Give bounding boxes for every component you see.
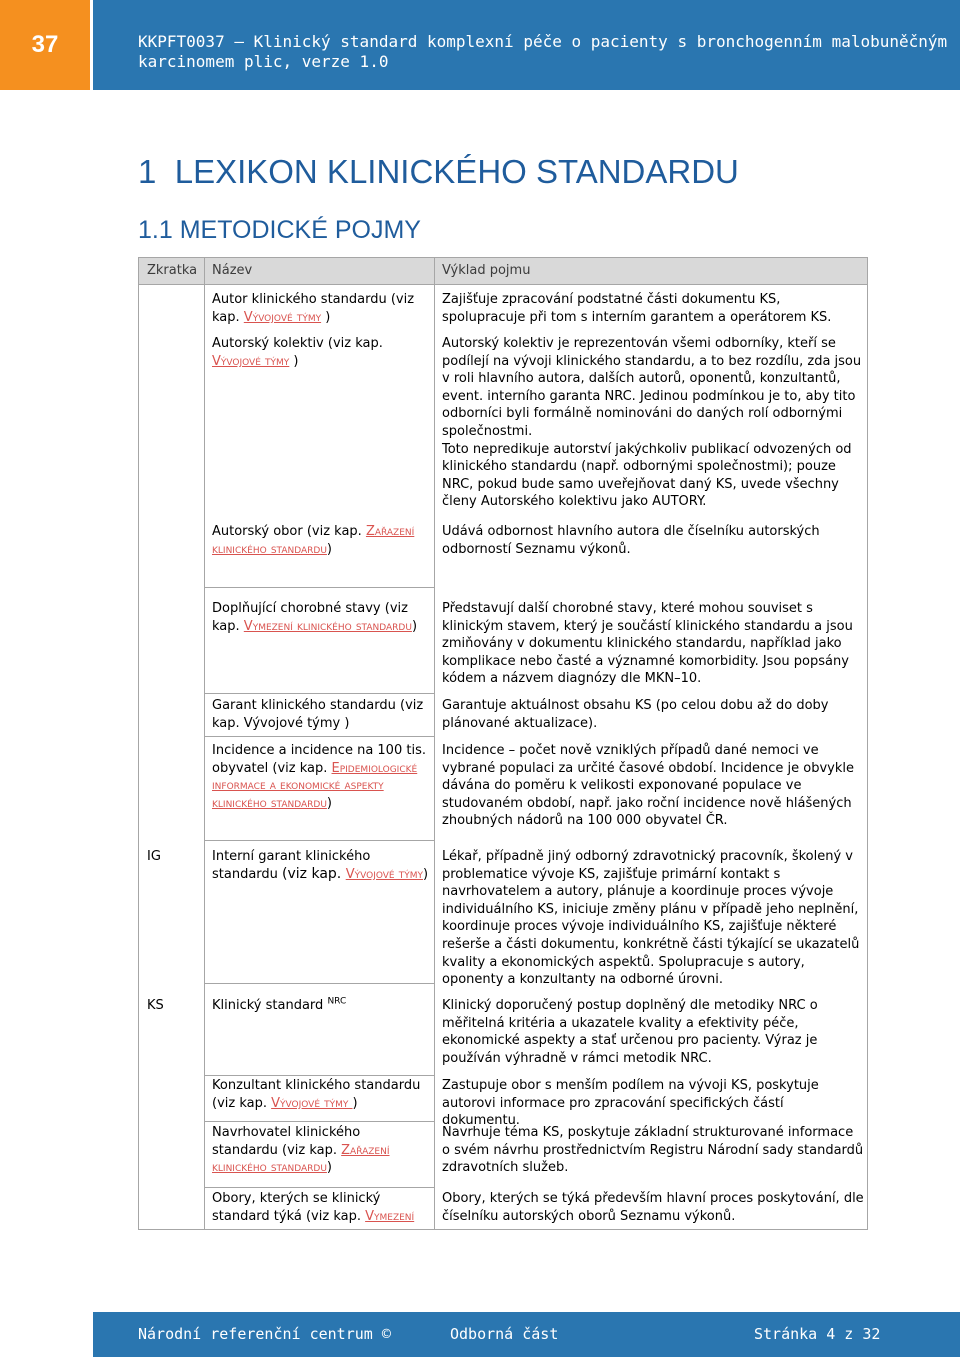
link-vyvojove-tymy[interactable]: Vývojové týmy [271, 1095, 353, 1111]
table-row-name: Autor klinického standardu (viz kap. Vývojové týmy ) [212, 292, 415, 325]
document-title: KKPFT0037 – Klinický standard komplexní péče o pacienty s bronchogenním malobuněčným karcinomem plic, verze 1.0 [138, 32, 948, 71]
table-row-desc: Představují další chorobné stavy, které mohou souviset s klinickým stavem, který je součástí klinického standardu a jsou zmiňovány v dokumentu klinického standardu, například jako komplikace nebo časté a významné komorbidity. Jsou popsány kódem a názvem diagnózy dle MKN–10. [442, 601, 853, 687]
table-row-name: Navrhovatel klinického standardu (viz kap. Zařazení klinického standardu) [212, 1125, 390, 1176]
table-row-desc: Klinický doporučený postup doplněný dle metodiky NRC o měřitelná kritéria a ukazatele kvality a efektivity péče, ekonomické aspekty a stať určenou pro pacienty. Výraz je používán výhradně v rámci metodik NRC. [442, 998, 818, 1066]
link-epidemiologicke-informace[interactable]: Epidemiologické informace a ekonomické aspekty klinického standardu [212, 760, 418, 811]
table-row-desc: Garantuje aktuálnost obsahu KS (po celou dobu až do doby plánované aktualizace). [442, 698, 829, 731]
table-row-desc: Autorský kolektiv je reprezentován všemi odborníky, kteří se podílejí na vývoji klinického standardu, a to bez rozdílu, zda jsou v roli hlavního autora, dalších autorů, oponentů, konzultantů, event. interního garanta NRC. Jedinou podmínkou je to, aby tito odborníci byli formálně nominováni do daných rolí odbornými společnostmi. Toto nepredikuje autorství jakýchkoliv publikací odvozených od klinického standardu (např. odbornými společnostmi); pouze NRC, pokud bude samo uveřejňovat daný KS, uvede všechny členy Autorského kolektivu jako AUTORY. [442, 336, 862, 510]
footer-center: Odborná část [450, 1325, 559, 1343]
footer-page-number: Stránka 4 z 32 [754, 1325, 881, 1343]
table-row-name: Interní garant klinického standardu (viz kap. Vývojové týmy) [212, 849, 429, 882]
table-row-desc: Lékař, případně jiný odborný zdravotnický pracovník, školený v problematice vývoje KS, zajišťuje primární kontakt s navrhovatelem a autory, plánuje a koordinuje proces vývoje individuálního KS, iniciuje změny plánu v případě jeho neplnění, koordinuje proces vývoje individuálního KS, zajišťuje některé rešerše a části dokumentu, konkrétně části týkající se ukazatelů kvality a ekonomických aspektů. Spolupracuje s autory, oponenty a konzultanty na odborné úrovni. [442, 849, 860, 988]
table-row-desc: Zajišťuje zpracování podstatné části dokumentu KS, spolupracuje při tom s interním garantem a operátorem KS. [442, 292, 832, 325]
col-desc-header: Výklad pojmu [442, 263, 531, 278]
table-row-desc: Navrhuje téma KS, poskytuje základní strukturované informace o svém návrhu prostřednictvím Registru Národní sady standardů zdravotních služeb. [442, 1125, 864, 1176]
table-row-name: Autorský obor (viz kap. Zařazení klinického standardu) [212, 524, 415, 557]
column-divider [204, 258, 205, 1229]
table-row-name: Incidence a incidence na 100 tis. obyvatel (viz kap. Epidemiologické informace a ekonomické aspekty klinického standardu) [212, 743, 426, 811]
table-header [139, 258, 867, 285]
row-divider [205, 1075, 434, 1076]
table-row-name: Konzultant klinického standardu (viz kap. Vývojové týmy ) [212, 1078, 421, 1111]
table-row-desc: Incidence – počet nově vzniklých případů dané nemoci ve vybrané populaci za určité časové období. Incidence je obvykle dávána do poměru k velikosti exponované populace ve studovaném období, např. jako roční incidence nově hlášených zhoubných nádorů na 100 000 obyvatel ČR. [442, 743, 854, 829]
row-divider [205, 1121, 434, 1122]
link-vyvojove-tymy[interactable]: Vývojové týmy [345, 866, 424, 882]
terms-table [138, 257, 868, 1230]
row-divider [205, 736, 434, 737]
link-vyvojove-tymy[interactable]: Vývojové týmy [243, 309, 322, 325]
col-abbr-header: Zkratka [147, 263, 198, 278]
table-row-abbr: IG [147, 849, 161, 864]
link-zarazeni-ks[interactable]: Zařazení klinického standardu [212, 524, 415, 557]
link-vymezeni[interactable]: Vymezení [365, 1208, 415, 1224]
table-row-name: Autorský kolektiv (viz kap. Vývojové týmy ) [212, 336, 383, 369]
table-row-desc: Obory, kterých se týká především hlavní proces poskytování, dle číselníku autorských oborů Seznamu výkonů. [442, 1191, 864, 1224]
row-divider [205, 587, 434, 588]
page-number-badge: 37 [0, 0, 92, 90]
table-row-name: Doplňující chorobné stavy (viz kap. Vymezení klinického standardu) [212, 601, 418, 634]
link-zarazeni-ks[interactable]: Zařazení klinického standardu [212, 1142, 390, 1176]
column-divider [434, 258, 435, 1229]
link-vyvojove-tymy[interactable]: Vývojové týmy [212, 353, 290, 369]
table-row-desc: Zastupuje obor s menším podílem na vývoji KS, poskytuje autorovi informace pro zpracování specifických částí dokumentu. [442, 1078, 819, 1129]
table-row-name: Obory, kterých se klinický standard týká (viz kap. Vymezení [212, 1191, 415, 1224]
table-row-desc: Udává odbornost hlavního autora dle číselníku autorských odborností Seznamu výkonů. [442, 524, 820, 557]
table-row-name: Klinický standard $^{NRC}$ [212, 996, 347, 1013]
table-row-abbr: KS [147, 998, 164, 1013]
row-divider [205, 840, 434, 841]
heading-lexikon: 1 LEXIKON KLINICKÉHO STANDARDU [138, 153, 739, 190]
row-divider [205, 1187, 434, 1188]
link-vymezeni-ks[interactable]: Vymezení klinického standardu [243, 618, 412, 634]
row-divider [205, 693, 434, 694]
footer-left: Národní referenční centrum © [138, 1325, 391, 1343]
footer-bar [93, 1312, 960, 1357]
heading-metodicke-pojmy: 1.1 METODICKÉ POJMY [138, 216, 421, 244]
table-row-name: Garant klinického standardu (viz kap. Vývojové týmy ) [212, 698, 424, 731]
col-name-header: Název [212, 263, 253, 278]
row-divider [205, 983, 434, 984]
